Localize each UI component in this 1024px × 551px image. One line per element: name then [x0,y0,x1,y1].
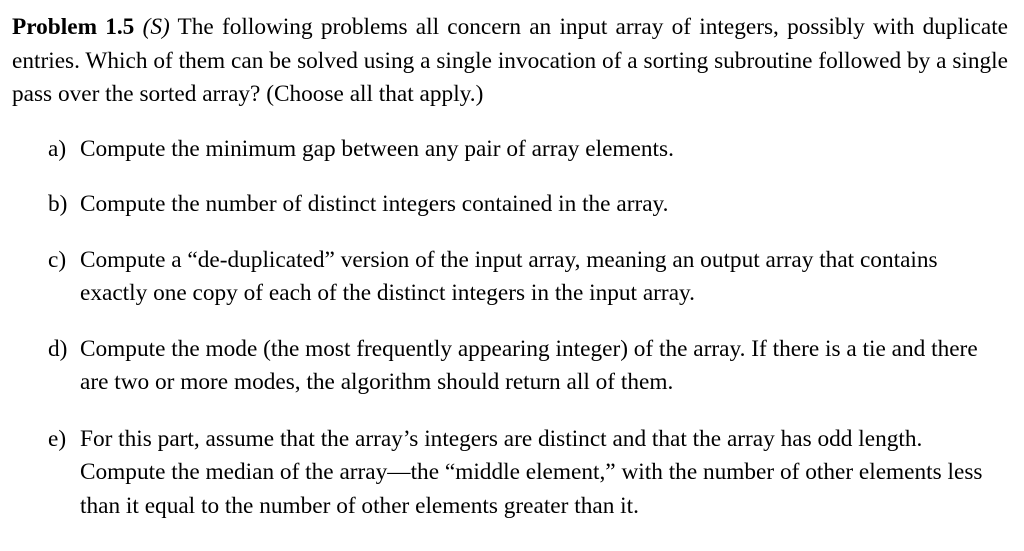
part-c [12,244,1008,311]
part-d [12,333,1008,400]
part-e [12,423,1008,524]
part-text: For this part, assume that the array’s integers are distinct and that the array has odd length. Compute the median of the array—the “middle element,” with the number of other elements less than it equal to the number of other elements greater than it. [80,425,983,519]
problem-tag: (S) [142,14,170,40]
part-a [12,133,1008,167]
part-text: Compute the number of distinct integers contained in the array. [80,191,669,217]
part-letter: d) [48,335,68,362]
part-letter: a) [48,135,67,162]
part-letter: b) [48,191,68,217]
part-text: Compute the minimum gap between any pair of array elements. [80,135,674,162]
parts-list [12,133,1008,524]
part-letter: c) [48,246,67,273]
part-text: Compute the mode (the most frequently appearing integer) of the array. If there is a tie and there are two or more modes, the algorithm should return all of them. [80,335,978,395]
part-text: Compute a “de-duplicated” version of the input array, meaning an output array that contains exactly one copy of each of the distinct integers in the input array. [80,246,938,306]
problem-label: Problem 1.5 [12,14,135,40]
problem-text: The following problems all concern an input array of integers, possibly with duplicate entries. Which of them can be solved using a single invocation of a sorting subroutine followed by a single pass over the sorted array? (Choose all that apply.) [12,14,1009,107]
problem-statement [12,11,1008,112]
part-b [12,188,1008,222]
part-letter: e) [48,425,67,452]
